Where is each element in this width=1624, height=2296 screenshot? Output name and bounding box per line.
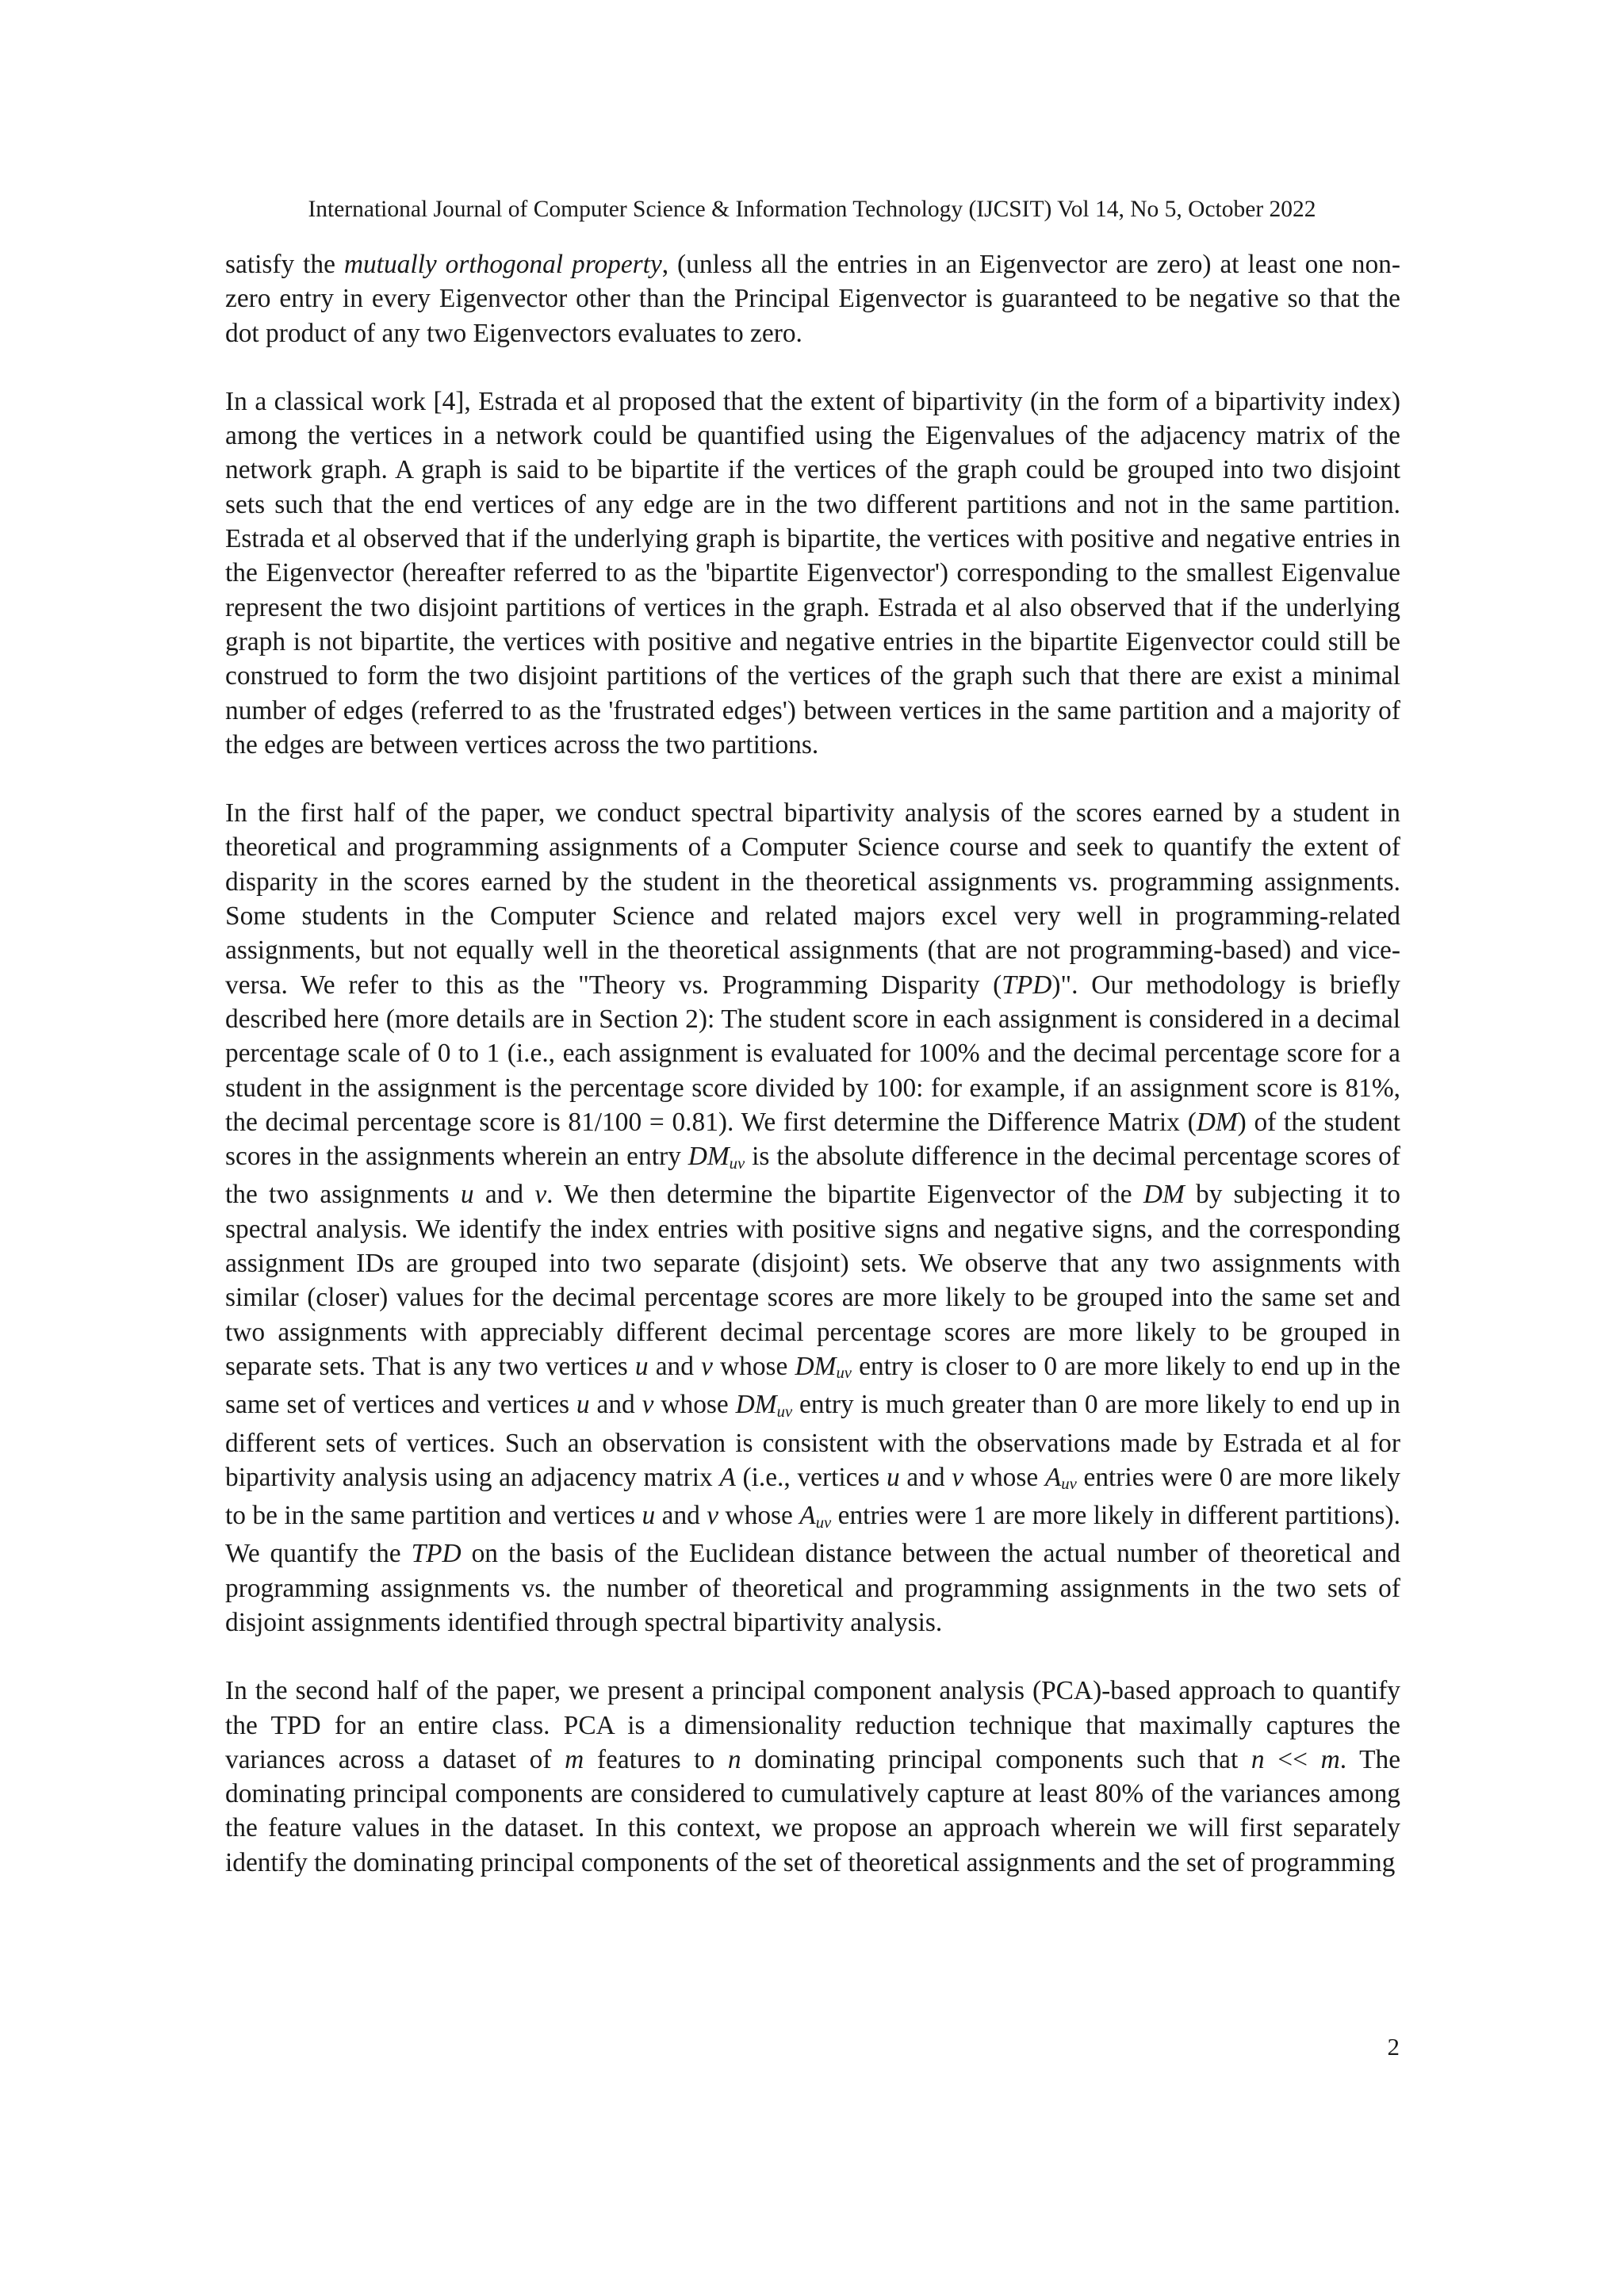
running-header: International Journal of Computer Science & Information Technology (IJCSIT) Vol 14, No 5, October 2022: [308, 197, 1316, 222]
page-number: 2: [1387, 2033, 1400, 2061]
paragraph-orthogonality: satisfy the mutually orthogonal property, (unless all the entries in an Eigenvector are zero) at least one non-zero entry in every Eigenvector other than the Principal Eigenvector is guaranteed to be negative so that the dot product of any two Eigenvectors evaluates to zero.: [225, 250, 1400, 348]
paragraph-pca-approach: In the second half of the paper, we present a principal component analysis (PCA)-based approach to quantify the TPD for an entire class. PCA is a dimensionality reduction technique that maximally captures the variances across a dataset of m features to n dominating principal components such that n << m. The dominating principal components are considered to cumulatively capture at least 80% of the variances among the feature values in the dataset. In this context, we propose an approach wherein we will first separately identify the dominating principal components of the set of theoretical assignments and the set of programming: [225, 1676, 1401, 1877]
paragraph-bipartivity-background: In a classical work [4], Estrada et al proposed that the extent of bipartivity (in the form of a bipartivity index) among the vertices in a network could be quantified using the Eigenvalues of the adjacency matrix of the network graph. A graph is said to be bipartite if the vertices of the graph could be grouped into two disjoint sets such that the end vertices of any edge are in the two different partitions and not in the same partition. Estrada et al observed that if the underlying graph is bipartite, the vertices with positive and negative entries in the Eigenvector (hereafter referred to as the 'bipartite Eigenvector') corresponding to the smallest Eigenvalue represent the two disjoint partitions of vertices in the graph. Estrada et al also observed that if the underlying graph is not bipartite, the vertices with positive and negative entries in the bipartite Eigenvector could still be construed to form the two disjoint partitions of the vertices of the graph such that there are exist a minimal number of edges (referred to as the 'frustrated edges') between vertices in the same partition and a majority of the edges are between vertices across the two partitions.: [225, 386, 1400, 760]
body-text: [225, 247, 1400, 1880]
paragraph-methodology: In the first half of the paper, we conduct spectral bipartivity analysis of the scores earned by a student in theoretical and programming assignments of a Computer Science course and seek to quantify the extent of disparity in the scores earned by the student in the theoretical assignments vs. programming assignments. Some students in the Computer Science and related majors excel very well in programming-related assignments, but not equally well in the theoretical assignments (that are not programming-based) and vice-versa. We refer to this as the "Theory vs. Programming Disparity (TPD)". Our methodology is briefly described here (more details are in Section 2): The student score in each assignment is considered in a decimal percentage scale of 0 to 1 (i.e., each assignment is evaluated for 100% and the decimal percentage score for a student in the assignment is the percentage score divided by 100: for example, if an assignment score is 81%, the decimal percentage score is 81/100 = 0.81). We first determine the Difference Matrix (DM) of the student scores in the assignments wherein an entry $DM_{uv}$ is the absolute difference in the decimal percentage scores of the two assignments u and v. We then determine the bipartite Eigenvector of the DM by subjecting it to spectral analysis. We identify the index entries with positive signs and negative signs, and the corresponding assignment IDs are grouped into two separate (disjoint) sets. We observe that any two assignments with similar (closer) values for the decimal percentage scores are more likely to be grouped into the same set and two assignments with appreciably different decimal percentage scores are more likely to be grouped in separate sets. That is any two vertices u and v whose $DM_{uv}$ entry is closer to 0 are more likely to end up in the same set of vertices and vertices u and v whose $DM_{uv}$ entry is much greater than 0 are more likely to end up in different sets of vertices. Such an observation is consistent with the observations made by Estrada et al for bipartivity analysis using an adjacency matrix A (i.e., vertices u and v whose $A_{uv}$ entries were 0 are more likely to be in the same partition and vertices u and v whose $A_{uv}$ entries were 1 are more likely in different partitions). We quantify the TPD on the basis of the Euclidean distance between the actual number of theoretical and programming assignments vs. the number of theoretical and programming assignments in the two sets of disjoint assignments identified through spectral bipartivity analysis.: [225, 798, 1401, 1637]
term-mutually-orthogonal-property: mutually orthogonal property: [343, 250, 662, 279]
